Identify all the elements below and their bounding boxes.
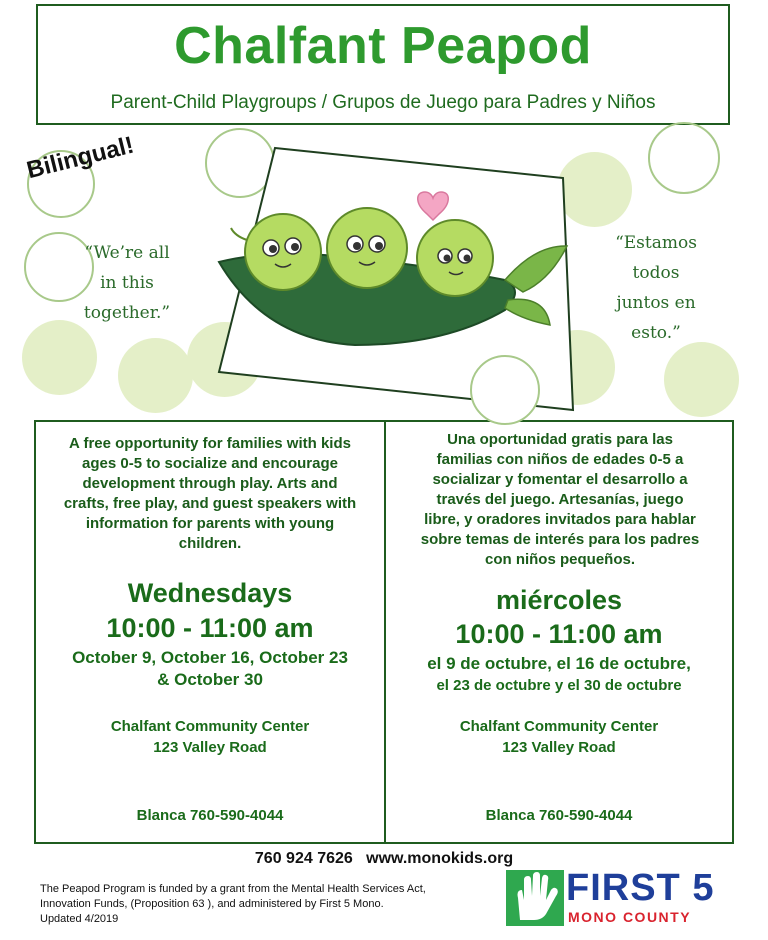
logo-text-county: MONO COUNTY (568, 909, 692, 925)
decor-circle (648, 122, 720, 194)
spanish-info-box (384, 420, 734, 844)
funding-note: The Peapod Program is funded by a grant from the Mental Health Services Act, Innovation Funds, (Proposition 63 ), and administered by First 5 Mono. Updated 4/2019 (40, 883, 426, 925)
page-title: Chalfant Peapod (174, 17, 592, 75)
header-box (36, 4, 730, 125)
page-subtitle: Parent-Child Playgroups / Grupos de Juego para Padres y Niños (110, 92, 656, 113)
logo-text-first5: FIRST 5 (566, 867, 715, 909)
spanish-contact: Blanca 760-590-4044 (485, 807, 633, 824)
bilingual-badge: Bilingual! (24, 131, 137, 185)
footer-contact: 760 924 7626 www.monokids.org (254, 850, 514, 867)
quote-spanish: “Estamos todos juntos en esto.” (615, 233, 697, 343)
english-contact: Blanca 760-590-4044 (136, 807, 284, 824)
english-dates: October 9, October 16, October 23 & October 30 (72, 648, 348, 689)
decor-circle (664, 342, 739, 417)
english-location: Chalfant Community Center 123 Valley Road (110, 718, 310, 756)
spanish-description: Una oportunidad gratis para las familias con niños de edades 0-5 a socializar y fomentar el desarrollo a través del juego. Artesanías, juego libre, y oradores invitados para hablar sobre temas de interés para los padres con niños pequeños. (420, 431, 700, 568)
english-time: 10:00 - 11:00 am (106, 613, 314, 643)
hand-icon (506, 870, 564, 926)
decor-circle (22, 320, 97, 395)
spanish-day: miércoles (495, 585, 623, 615)
first5-logo (506, 868, 726, 928)
spanish-location: Chalfant Community Center 123 Valley Road (459, 718, 659, 756)
spanish-time: 10:00 - 11:00 am (455, 619, 663, 649)
spanish-dates: el 9 de octubre, el 16 de octubre, el 23 de octubre y el 30 de octubre (427, 654, 691, 694)
english-info-box (34, 420, 386, 844)
decor-circle (118, 338, 193, 413)
quote-english: “We’re all in this together.” (83, 243, 171, 323)
english-description: A free opportunity for families with kids ages 0-5 to socialize and encourage development through play. Arts and crafts, free play, and guest speakers with information for parents with young children. (63, 435, 357, 552)
decor-circle (470, 355, 540, 425)
english-day: Wednesdays (127, 578, 293, 608)
